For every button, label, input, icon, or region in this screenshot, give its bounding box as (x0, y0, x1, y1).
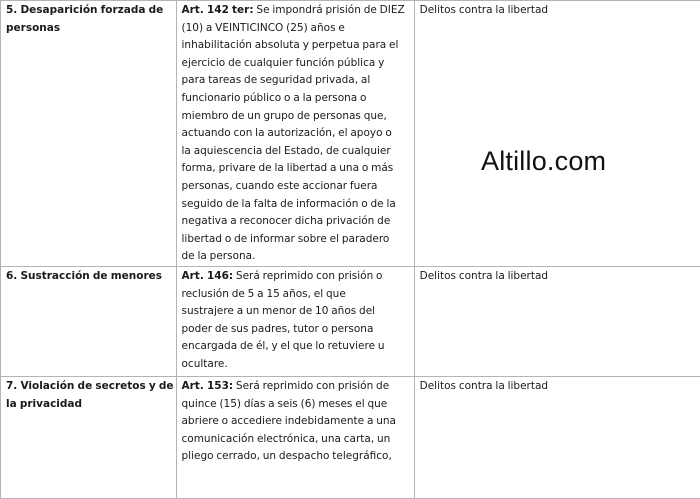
article-line: actuando con la autorización, el apoyo o (182, 125, 409, 143)
article-line: forma, privare de la libertad a una o más (182, 160, 409, 178)
article-number: Art. 146: (182, 270, 234, 282)
offense-line: 5. Desaparición forzada de (6, 2, 171, 20)
offense-line: 6. Sustracción de menores (6, 268, 171, 286)
watermark: Altillo.com (481, 146, 606, 177)
article-line: sustrajere a un menor de 10 años del (182, 303, 409, 321)
category-cell (414, 266, 700, 376)
article-line: (10) a VEINTICINCO (25) años e (182, 20, 409, 38)
article-line: de la persona. (182, 248, 409, 266)
article-line: seguido de la falta de información o de la (182, 196, 409, 214)
article-line (182, 2, 409, 20)
article-line: inhabilitación absoluta y perpetua para el (182, 37, 409, 55)
article-line (182, 268, 409, 286)
category-cell (414, 376, 700, 498)
article-line: pliego cerrado, un despacho telegráfico, (182, 448, 409, 466)
table-row (1, 1, 700, 267)
category-label: Delitos contra la libertad (420, 268, 695, 286)
article-number: Art. 153: (182, 380, 234, 392)
article-line: reclusión de 5 a 15 años, el que (182, 286, 409, 304)
article-line: encargada de él, y el que lo retuviere u (182, 338, 409, 356)
offense-cell (1, 1, 177, 267)
table-row (1, 376, 700, 498)
article-line: poder de sus padres, tutor o persona (182, 321, 409, 339)
article-line: ocultare. (182, 356, 409, 374)
article-cell (176, 266, 414, 376)
article-text: Será reprimido con prisión de (233, 380, 389, 392)
article-line: ejercicio de cualquier función pública y (182, 55, 409, 73)
article-line: personas, cuando este accionar fuera (182, 178, 409, 196)
article-line: funcionario público o a la persona o (182, 90, 409, 108)
offense-line: 7. Violación de secretos y de (6, 378, 171, 396)
article-line: miembro de un grupo de personas que, (182, 108, 409, 126)
article-text: Será reprimido con prisión o (233, 270, 382, 282)
offense-cell (1, 266, 177, 376)
category-label: Delitos contra la libertad (420, 2, 695, 20)
article-number: Art. 142 ter: (182, 4, 254, 16)
table-row (1, 266, 700, 376)
category-label: Delitos contra la libertad (420, 378, 695, 396)
article-line: la aquiescencia del Estado, de cualquier (182, 143, 409, 161)
category-cell (414, 1, 700, 267)
offense-line: la privacidad (6, 396, 171, 414)
article-cell (176, 376, 414, 498)
article-line: abriere o accediere indebidamente a una (182, 413, 409, 431)
offense-cell (1, 376, 177, 498)
article-line (182, 378, 409, 396)
article-line: negativa a reconocer dicha privación de (182, 213, 409, 231)
article-line: libertad o de informar sobre el paradero (182, 231, 409, 249)
article-text: Se impondrá prisión de DIEZ (254, 4, 405, 16)
article-cell (176, 1, 414, 267)
article-line: comunicación electrónica, una carta, un (182, 431, 409, 449)
article-line: para tareas de seguridad privada, al (182, 72, 409, 90)
article-line: quince (15) días a seis (6) meses el que (182, 396, 409, 414)
offense-line: personas (6, 20, 171, 38)
